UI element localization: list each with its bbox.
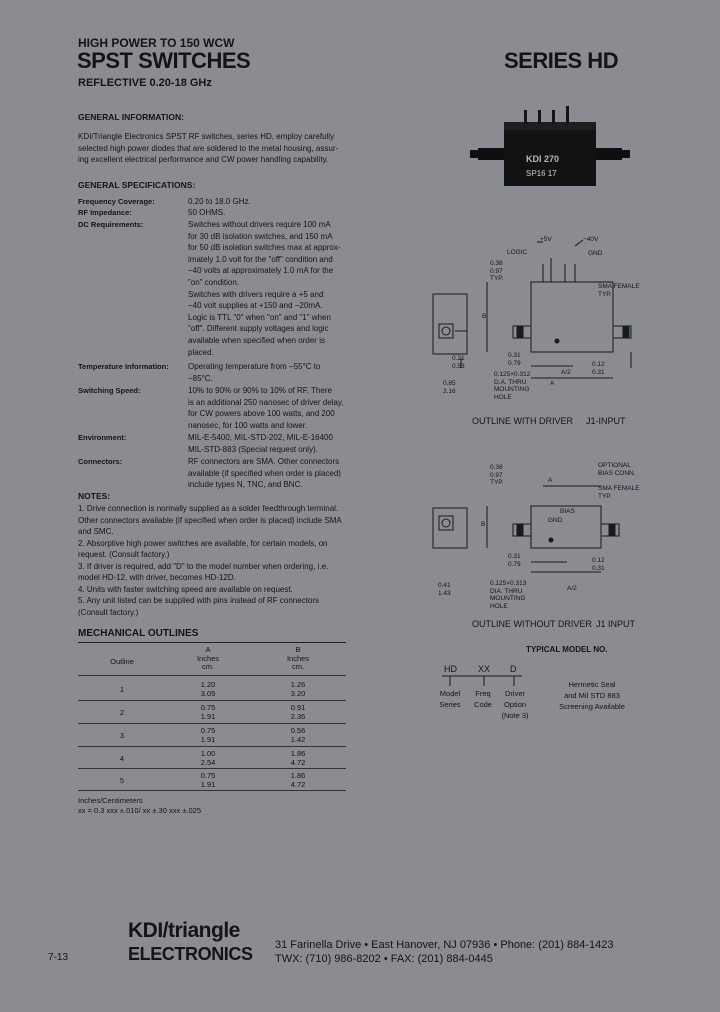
- note-line: 1. Drive connection is normally supplied as a solder feedthrough terminal.: [78, 504, 339, 513]
- spec-line: nanosec, for 100 watts and lower.: [188, 420, 308, 430]
- cell: 1.91: [200, 779, 216, 789]
- dim-041: [438, 582, 451, 597]
- spec-line: RF connectors are SMA. Other connectors: [188, 457, 340, 466]
- dim-line: SMA FEMALE: [598, 485, 640, 492]
- label-a2: A/2: [567, 585, 577, 592]
- hermetic-note: [552, 679, 632, 712]
- connector-left-fill: [517, 524, 523, 536]
- note-line: 5. Any unit listed can be supplied with pins instead of RF connectors: [78, 596, 320, 605]
- connector-right-tip: [618, 150, 630, 158]
- table-rule: [78, 675, 346, 676]
- cell: 3.20: [290, 688, 306, 698]
- cell: 1.86: [290, 749, 306, 758]
- dim-012: [592, 557, 605, 572]
- model-part-xx: XX: [478, 664, 491, 674]
- mounting-hole-icon: [549, 538, 553, 542]
- table-rule: [78, 746, 346, 747]
- dim-line: OPTIONAL: [598, 462, 631, 469]
- desc-line: Screening Available: [559, 702, 625, 711]
- spec-line: MIL-E-5400, MIL-STD-202, MIL-E-16400: [188, 433, 333, 442]
- table-row-b: [275, 727, 321, 744]
- table-row-b: [275, 772, 321, 789]
- dim-line: SMA FEMALE: [598, 283, 640, 290]
- logo-electronics: ELECTRONICS: [128, 944, 253, 964]
- cell: 0.91: [290, 703, 306, 712]
- col-outline-header: Outline: [110, 657, 134, 666]
- dim-line: 0.97: [490, 267, 503, 275]
- dim-line: D.A. THRU: [494, 378, 527, 386]
- table-rule: [78, 700, 346, 701]
- col-b-label: B: [295, 645, 301, 654]
- cell: 1.00: [200, 749, 216, 758]
- notes-heading: NOTES:: [78, 491, 111, 501]
- dim-top: [490, 260, 504, 283]
- desc-line: Model: [439, 689, 461, 698]
- col-b-unit2: cm.: [291, 662, 305, 671]
- side-connector: [439, 516, 453, 530]
- pin-icon: [552, 110, 555, 124]
- spec-label: RF Impedance:: [78, 208, 132, 217]
- spec-line: 10% to 90% or 90% to 10% of RF. There: [188, 386, 332, 395]
- cell: 4.72: [290, 779, 306, 789]
- dim-line: DIA. THRU: [490, 587, 523, 595]
- page-number: 7-13: [48, 952, 69, 963]
- spec-line: Switches without drivers require 100 mA: [188, 220, 331, 229]
- dim-line: 0.38: [490, 260, 503, 267]
- cell: 1.20: [200, 680, 216, 689]
- label-b: B: [482, 313, 487, 320]
- desc-line: and Mil STD 883: [564, 691, 620, 700]
- dim-line: HOLE: [494, 393, 512, 401]
- label-b: B: [481, 521, 486, 528]
- specs-heading: GENERAL SPECIFICATIONS:: [78, 180, 196, 190]
- label-gnd: GND: [588, 250, 603, 257]
- general-info-text: [78, 131, 350, 166]
- cell: 0.75: [200, 771, 216, 780]
- table-row-b: [275, 750, 321, 767]
- dim-031: [508, 553, 521, 568]
- table-rule: [78, 768, 346, 769]
- dim-line: BIAS CONN.: [598, 469, 636, 477]
- dim-line: 0.31: [592, 564, 605, 572]
- desc-freq: [472, 688, 494, 710]
- desc-line: Series: [439, 700, 461, 709]
- series-title: SERIES HD: [504, 48, 619, 73]
- photo-label-2: SP16 17: [526, 169, 557, 178]
- label-a: A: [550, 380, 555, 387]
- cell: 1.42: [290, 734, 306, 744]
- connector-right-fill: [609, 524, 615, 536]
- connector-label-without-driver: J1 INPUT: [596, 619, 636, 629]
- dim-line: 0.21: [452, 355, 465, 362]
- dim-line: 0.79: [508, 359, 521, 367]
- general-info-line: KDI/Triangle Electronics SPST RF switches, series HD, employ carefully: [78, 132, 335, 141]
- connector-right-fill: [623, 326, 629, 338]
- header-line1: HIGH POWER TO 150 WCW: [78, 36, 235, 50]
- general-info-line: selected high power diodes that are soldered to the metal housing, assur-: [78, 143, 339, 153]
- desc-driver: [500, 688, 530, 721]
- spec-line: available (if specified when order is placed): [188, 468, 341, 478]
- spec-line: Operating temperature from −55°C to: [188, 362, 321, 371]
- product-photo: [470, 100, 630, 205]
- spec-line: imately 1.0 volt for the "off" condition and: [188, 254, 333, 264]
- col-b-header: [275, 646, 321, 672]
- label-bias: BIAS: [560, 508, 575, 515]
- caption-without-driver: OUTLINE WITHOUT DRIVER: [472, 619, 592, 629]
- label-minus40v: −40V: [583, 236, 599, 243]
- dim-line: TYP.: [598, 492, 612, 500]
- label-optional: [598, 462, 636, 477]
- label-sma: [598, 485, 640, 500]
- dim-hole: [490, 580, 526, 610]
- notes-text: [78, 503, 354, 618]
- dim-line: 0.79: [508, 560, 521, 568]
- spec-label: DC Requirements:: [78, 220, 144, 229]
- connector-right: [592, 148, 622, 160]
- cell: 3.05: [200, 688, 216, 698]
- table-rule: [78, 723, 346, 724]
- spec-line: "off". Different supply voltages and logic: [188, 324, 329, 334]
- spec-line: −40 volts at approximately 1.0 mA for the: [188, 266, 334, 276]
- dim-line: 2.16: [443, 387, 456, 395]
- dim-line: 0.38: [490, 464, 503, 471]
- dim-top: [490, 464, 504, 487]
- spec-value: 0.20 to 18.0 GHz.: [188, 197, 251, 206]
- desc-line: Freq: [475, 689, 491, 698]
- dim-line: MOUNTING: [494, 386, 530, 393]
- spec-label: Temperature Information:: [78, 362, 169, 371]
- dim-line: 1.43: [438, 589, 451, 597]
- table-row-a: [185, 750, 231, 767]
- side-connector-icon: [442, 327, 450, 335]
- cell: 1.91: [200, 711, 216, 721]
- dim-line: 0.85: [443, 380, 456, 387]
- desc-line: Driver: [505, 689, 525, 698]
- page-title: SPST SWITCHES: [77, 48, 251, 73]
- label-a: A: [548, 477, 553, 484]
- connector-left-fill: [517, 326, 523, 338]
- note-line: 4. Units with faster switching speed are available on request.: [78, 584, 293, 594]
- note-line: 3. If driver is required, add "D" to the model number when ordering, i.e.: [78, 561, 329, 571]
- spec-line: for CW powers above 100 watts, and 200: [188, 409, 335, 419]
- model-part-d: D: [510, 664, 517, 674]
- note-line: Other connectors available (if specified when order is placed) include SMA: [78, 515, 342, 525]
- table-row-a: [185, 772, 231, 789]
- table-row-a: [185, 704, 231, 721]
- spec-value: 50 OHMS.: [188, 208, 226, 217]
- table-row-a: [185, 727, 231, 744]
- spec-value-temp: [188, 361, 320, 384]
- dim-line: 0.53: [452, 362, 465, 370]
- side-connector-icon: [442, 519, 450, 527]
- outline-with-driver-drawing: [425, 228, 650, 433]
- spec-label: Connectors:: [78, 457, 123, 466]
- col-a-header: [185, 646, 231, 672]
- spec-line: available when specified when order is: [188, 335, 325, 345]
- cell: 0.75: [200, 703, 216, 712]
- spec-value-speed: [188, 385, 344, 431]
- table-row-outline: 1: [119, 685, 125, 694]
- table-row-outline: 2: [119, 708, 125, 717]
- spec-line: Switches with drivers require a +5 and: [188, 289, 324, 299]
- note-line: model HD-12, with driver, becomes HD-12D.: [78, 573, 236, 582]
- dim-line: TYP.: [490, 479, 504, 486]
- dim-line: 0.31: [508, 553, 521, 560]
- table-row-a: [185, 681, 231, 698]
- dim-line: TYP.: [490, 275, 504, 282]
- cell: 1.91: [200, 734, 216, 744]
- dim-line: HOLE: [490, 602, 508, 610]
- pin-icon: [566, 106, 569, 124]
- label-gnd: GND: [548, 517, 563, 524]
- cell: 2.36: [290, 711, 306, 721]
- pin-icon: [524, 110, 527, 124]
- cell: 0.56: [290, 726, 306, 735]
- mounting-hole-icon: [555, 339, 559, 343]
- dim-line: 0.41: [438, 582, 451, 589]
- table-row-outline: 4: [119, 754, 125, 763]
- cell: 2.54: [200, 757, 216, 767]
- dim-line: 0.12: [592, 557, 605, 564]
- cell: 1.86: [290, 771, 306, 780]
- mechanical-heading: MECHANICAL OUTLINES: [78, 628, 199, 639]
- dim-line: 0.125×0.312: [494, 371, 531, 378]
- cell: 1.26: [290, 680, 306, 689]
- side-connector: [439, 324, 453, 338]
- col-a-label: A: [205, 645, 211, 654]
- desc-line: Hermetic Seal: [568, 680, 616, 689]
- table-row-outline: 3: [119, 731, 125, 740]
- note-line: (Consult factory.): [78, 607, 139, 617]
- spec-label: Frequency Coverage:: [78, 197, 155, 206]
- note-line: and SMC.: [78, 527, 114, 536]
- typical-model-heading: TYPICAL MODEL NO.: [526, 645, 608, 654]
- note-line: request. (Consult factory.): [78, 550, 170, 559]
- dim-021: [452, 355, 465, 370]
- spec-line: include types N, TNC, and BNC.: [188, 480, 303, 490]
- footer-contact: TWX: (710) 986-8202 • FAX: (201) 884-0445: [275, 953, 493, 965]
- table-row-outline: 5: [119, 776, 125, 785]
- dim-031: [508, 352, 521, 367]
- switch-lid: [504, 122, 596, 130]
- spec-line: −40 volt supplies at +150 and −20mA.: [188, 301, 323, 311]
- general-info-line: ing excellent electrical performance and CW power handling capability.: [78, 155, 329, 164]
- label-plus5v: +5V: [540, 236, 552, 243]
- dim-line: MOUNTING: [490, 595, 526, 602]
- spec-line: −85°C.: [188, 373, 213, 383]
- dim-line: 0.31: [508, 352, 521, 359]
- connector-left-tip: [470, 150, 482, 158]
- spec-line: for 30 dB isolation switches, and 150 mA: [188, 231, 333, 241]
- label-a2: A/2: [561, 369, 571, 376]
- dim-line: 0.12: [592, 361, 605, 368]
- tolerance-note: xx = 0.3 xxx ±.010/ xx ±.30 xxx ±.025: [78, 806, 202, 815]
- mechanical-rule: [78, 642, 346, 643]
- spec-label: Switching Speed:: [78, 386, 141, 395]
- spec-line: placed.: [188, 347, 214, 357]
- side-view: [433, 508, 467, 548]
- dim-line: 0.31: [592, 368, 605, 376]
- dim-012: [592, 361, 605, 376]
- desc-line: Code: [474, 700, 492, 709]
- model-part-hd: HD: [444, 664, 457, 674]
- general-info-heading: GENERAL INFORMATION:: [78, 112, 184, 122]
- connector-left: [478, 148, 508, 160]
- spec-value-conn: [188, 456, 341, 491]
- spec-line: "on" condition.: [188, 277, 240, 287]
- photo-label-1: KDI 270: [526, 154, 560, 164]
- table-row-b: [275, 704, 321, 721]
- desc-model: [438, 688, 462, 710]
- caption-with-driver: OUTLINE WITH DRIVER: [472, 416, 574, 426]
- label-sma: [598, 283, 640, 298]
- connector-label-with-driver: J1-INPUT: [586, 416, 626, 426]
- dim-line: 0.125×0.313: [490, 580, 527, 587]
- col-a-unit: Inches: [196, 653, 220, 663]
- desc-line: Option: [503, 700, 527, 709]
- spec-value-env: [188, 432, 333, 455]
- header-line3: REFLECTIVE 0.20-18 GHz: [78, 77, 212, 89]
- logo-kdi: KDI/triangle: [128, 919, 240, 942]
- desc-line: (Note 3): [501, 711, 529, 720]
- dim-085: [443, 380, 456, 395]
- cell: 0.75: [200, 726, 216, 735]
- spec-label: Environment:: [78, 433, 127, 442]
- model-connectors: [440, 674, 530, 688]
- dim-line: TYP.: [598, 290, 612, 298]
- col-b-unit: Inches: [286, 653, 310, 663]
- col-a-unit2: cm.: [201, 662, 215, 671]
- dim-hole: [494, 371, 530, 401]
- table-rule: [78, 790, 346, 791]
- spec-line: is an additional 250 nanosec of driver delay,: [188, 397, 344, 407]
- table-row-b: [275, 681, 321, 698]
- footer-address: 31 Farinella Drive • East Hanover, NJ 07936 • Phone: (201) 884-1423: [275, 939, 614, 951]
- note-line: 2. Absorptive high power switches are available, for certain models, on: [78, 538, 328, 548]
- cell: 4.72: [290, 757, 306, 767]
- pin-icon: [538, 110, 541, 124]
- spec-line: MIL-STD-883 (Special request only).: [188, 444, 318, 454]
- spec-line: for 50 dB isolation switches max at approx-: [188, 243, 341, 253]
- spec-line: Logic is TTL "0" when "on" and "1" when: [188, 312, 331, 322]
- spec-value-dc: [188, 219, 352, 358]
- leader: [575, 240, 583, 246]
- units-note: Inches/Centimeters: [78, 796, 143, 805]
- dim-line: 0.97: [490, 471, 503, 479]
- label-logic: LOGIC: [507, 249, 528, 256]
